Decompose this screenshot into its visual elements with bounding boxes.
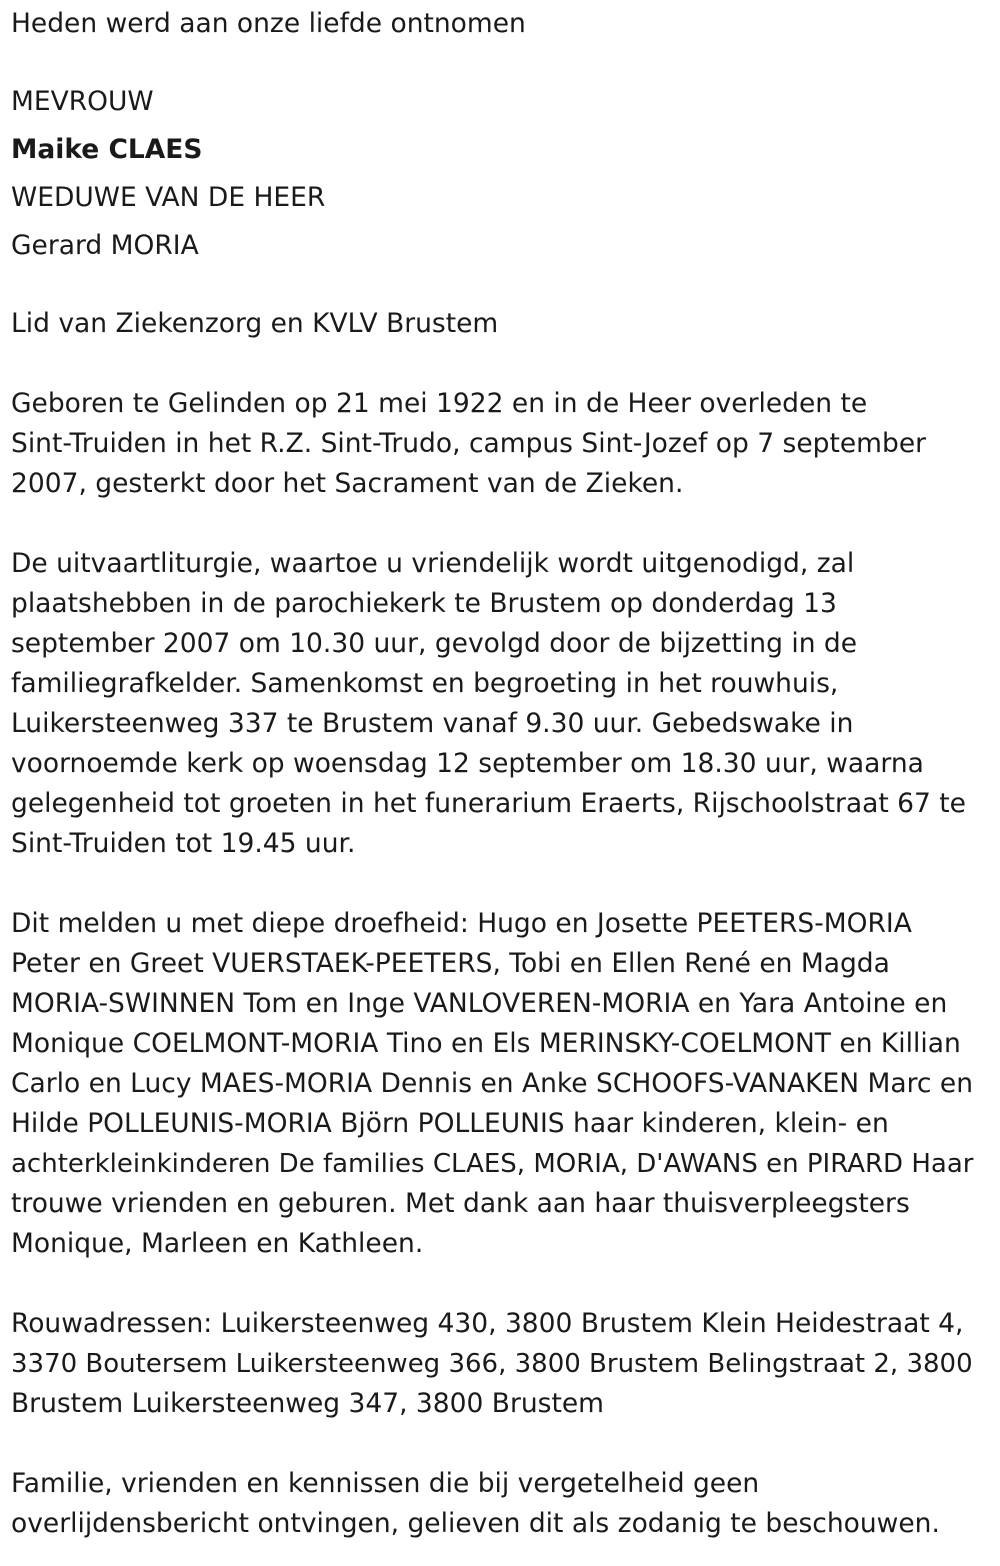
paragraph-line: De uitvaartliturgie, waartoe u vriendelijk wordt uitgenodigd, zal <box>11 548 855 579</box>
paragraph-line: Dit melden u met diepe droefheid: Hugo en Josette PEETERS-MORIA <box>11 908 912 939</box>
spacer <box>11 44 990 78</box>
spacer <box>11 270 990 304</box>
birth-death-paragraph <box>11 384 990 504</box>
membership-line: Lid van Ziekenzorg en KVLV Brustem <box>11 308 499 339</box>
announcement-paragraph <box>11 904 990 1264</box>
spacer <box>11 344 990 384</box>
closing-paragraph <box>11 1464 990 1544</box>
paragraph-line: voornoemde kerk op woensdag 12 september om 18.30 uur, waarna <box>11 748 924 779</box>
paragraph-line: Monique, Marleen en Kathleen. <box>11 1228 424 1259</box>
funeral-paragraph <box>11 544 990 864</box>
paragraph-line: Peter en Greet VUERSTAEK-PEETERS, Tobi en Ellen René en Magda <box>11 948 890 979</box>
paragraph-line: Luikersteenweg 337 te Brustem vanaf 9.30 uur. Gebedswake in <box>11 708 854 739</box>
title-prefix: MEVROUW <box>11 86 154 117</box>
spacer <box>11 504 990 544</box>
paragraph-line: september 2007 om 10.30 uur, gevolgd door de bijzetting in de <box>11 628 858 659</box>
paragraph-line: achterkleinkinderen De families CLAES, MORIA, D'AWANS en PIRARD Haar <box>11 1149 974 1179</box>
paragraph-line: overlijdensbericht ontvingen, gelieven dit als zodanig te beschouwen. <box>11 1508 940 1539</box>
paragraph-line: Hilde POLLEUNIS-MORIA Björn POLLEUNIS haar kinderen, klein- en <box>11 1108 889 1139</box>
paragraph-line: Familie, vrienden en kennissen die bij vergetelheid geen <box>11 1468 760 1499</box>
deceased-header <box>11 78 990 270</box>
spacer <box>11 1424 990 1464</box>
spacer <box>11 1264 990 1304</box>
addresses-paragraph <box>11 1304 990 1424</box>
paragraph-line: MORIA-SWINNEN Tom en Inge VANLOVEREN-MORIA en Yara Antoine en <box>11 988 948 1019</box>
paragraph-line: Sint-Truiden in het R.Z. Sint-Trudo, campus Sint-Jozef op 7 september <box>11 428 927 459</box>
paragraph-line: Rouwadressen: Luikersteenweg 430, 3800 Brustem Klein Heidestraat 4, <box>11 1308 964 1339</box>
deceased-name: Maike CLAES <box>11 134 203 165</box>
spacer <box>11 864 990 904</box>
paragraph-line: trouwe vrienden en geburen. Met dank aan haar thuisverpleegsters <box>11 1188 910 1219</box>
paragraph-line: Carlo en Lucy MAES-MORIA Dennis en Anke SCHOOFS-VANAKEN Marc en <box>11 1068 973 1099</box>
spouse-name: Gerard MORIA <box>11 230 199 261</box>
spouse-label: WEDUWE VAN DE HEER <box>11 182 326 213</box>
paragraph-line: Brustem Luikersteenweg 347, 3800 Brustem <box>11 1388 604 1419</box>
paragraph-line: plaatshebben in de parochiekerk te Brustem op donderdag 13 <box>11 588 837 619</box>
paragraph-line: Sint-Truiden tot 19.45 uur. <box>11 828 356 859</box>
intro-line: Heden werd aan onze liefde ontnomen <box>11 8 526 39</box>
paragraph-line: Geboren te Gelinden op 21 mei 1922 en in de Heer overleden te <box>11 388 868 419</box>
paragraph-line: 2007, gesterkt door het Sacrament van de Zieken. <box>11 468 684 499</box>
paragraph-line: gelegenheid tot groeten in het funerarium Eraerts, Rijschoolstraat 67 te <box>11 788 966 819</box>
paragraph-line: 3370 Boutersem Luikersteenweg 366, 3800 Brustem Belingstraat 2, 3800 <box>11 1349 973 1379</box>
paragraph-line: Monique COELMONT-MORIA Tino en Els MERINSKY-COELMONT en Killian <box>11 1028 961 1059</box>
paragraph-line: familiegrafkelder. Samenkomst en begroeting in het rouwhuis, <box>11 668 839 699</box>
